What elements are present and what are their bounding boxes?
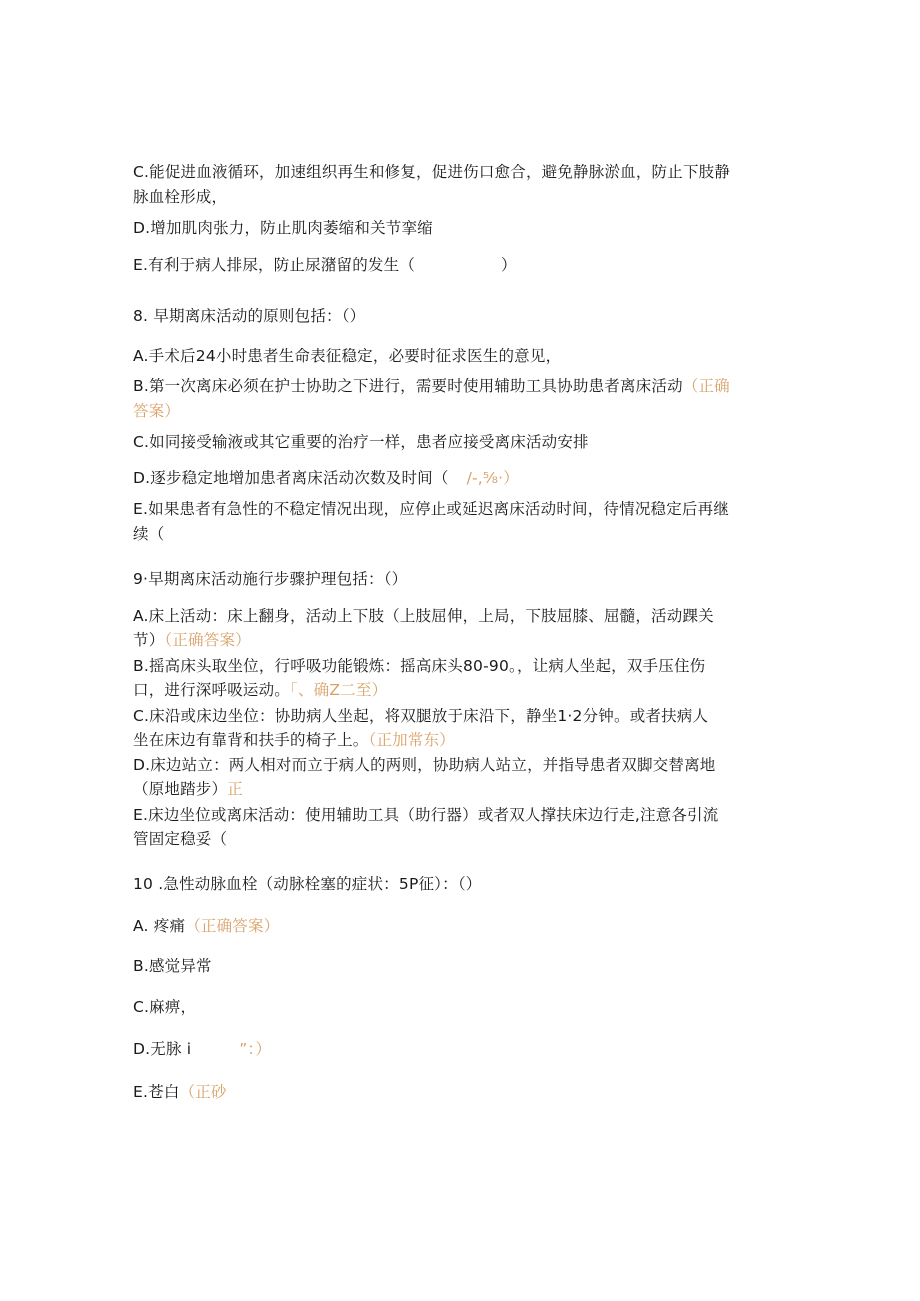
q9-option-a-text: 节） (133, 631, 165, 649)
q9-option-a-line1: A.床上活动：床上翻身，活动上下肢（上肢屈伸，上局，下肢屈膝、屈髓，活动踝关 (133, 607, 714, 625)
q9-option-c-text: 坐在床边有靠背和扶手的椅子上。 (133, 731, 369, 749)
q9-option-c-line2 (133, 728, 783, 753)
q10-option-e (133, 1080, 783, 1105)
q10-option-a (133, 914, 783, 939)
q10-option-d (133, 1037, 783, 1062)
q9-option-a-line2 (133, 628, 783, 653)
q8-option-b-answer-line2: 答案） (133, 402, 181, 420)
q9-option-d-answer-mark: 正 (227, 780, 243, 798)
q9-option-b-answer-mark: 「、确Z二至） (290, 681, 388, 699)
q8-option-e-line1: E.如果患者有急性的不稳定情况出现，应停止或延迟离床活动时间，待情况稳定后再继 (133, 500, 730, 518)
q8-option-b-line1 (133, 374, 783, 399)
q9-option-a-answer-mark: （正确答案） (164, 631, 251, 649)
q10-option-d-answer-mark: ”：） (239, 1040, 272, 1058)
q7-option-c-line2: 脉血栓形成， (133, 188, 228, 206)
q9-option-b-text: 口，进行深呼吸运动。 (133, 681, 291, 699)
q9-option-c-answer-mark: （正加常东） (368, 731, 455, 749)
q9-option-d-line1: D.床边站立：两人相对而立于病人的两则，协助病人站立，并指导患者双脚交替离地 (133, 756, 716, 774)
q7-option-e-text: E.有利于病人排尿，防止尿潴留的发生（ (133, 256, 416, 274)
q9-title: 9·早期离床活动施行步骤护理包括：（） (133, 570, 408, 588)
q10-title: 10 .急性动脉血栓（动脉栓塞的症状：5P征）：（） (133, 875, 482, 893)
q8-option-d (133, 466, 783, 491)
q10-option-e-answer-mark: （正砂 (179, 1083, 227, 1101)
q8-title: 8. 早期离床活动的原则包括：（） (133, 307, 366, 325)
q9-option-e-line1: E.床边坐位或离床活动：使用辅助工具（助行器）或者双人撑扶床边行走,注意各引流 (133, 806, 719, 824)
q7-option-c-line1: C.能促进血液循环，加速组织再生和修复，促进伤口愈合，避免静脉淤血，防止下肢静 (133, 163, 731, 181)
q9-option-b-line1: B.摇高床头取坐位，行呼吸功能锻炼：摇高床头80-90。，让病人坐起，双手压住伤 (133, 657, 706, 675)
q10-option-d-text: D.无脉 i (133, 1040, 192, 1058)
q8-option-d-text: D.逐步稳定地增加患者离床活动次数及时间（ (133, 469, 449, 487)
q10-option-a-answer-mark: （正确答案） (185, 917, 280, 935)
q7-option-e-close: ） (501, 256, 517, 274)
q9-option-d-text: （原地踏步） (133, 780, 228, 798)
q7-option-d: D.增加肌肉张力，防止肌肉萎缩和关节挛缩 (133, 219, 433, 237)
q8-option-d-answer-mark: /-,⅝·） (466, 469, 519, 487)
q8-option-b-text: B.第一次离床必须在护士协助之下进行，需要时使用辅助工具协助患者离床活动 (133, 377, 683, 395)
q10-option-c: C.麻痹， (133, 998, 197, 1016)
q10-option-e-text: E.苍白 (133, 1083, 180, 1101)
q9-option-d-line2 (133, 777, 783, 802)
q9-option-e-line2: 管固定稳妥（ (133, 830, 228, 848)
q10-option-a-text: A. 疼痛 (133, 917, 186, 935)
q8-option-c: C.如同接受输液或其它重要的治疗一样，患者应接受离床活动安排 (133, 433, 589, 451)
q8-option-a: A.手术后24小时患者生命表征稳定，必要时征求医生的意见， (133, 347, 562, 365)
q8-option-e-line2: 续（ (133, 525, 165, 543)
q10-option-b: B.感觉异常 (133, 957, 212, 975)
q8-option-b-answer-mark: （正确 (682, 377, 730, 395)
q7-option-e (133, 253, 783, 278)
q9-option-c-line1: C.床沿或床边坐位：协助病人坐起，将双腿放于床沿下，静坐1·2分钟。或者扶病人 (133, 707, 709, 725)
q9-option-b-line2 (133, 678, 783, 703)
